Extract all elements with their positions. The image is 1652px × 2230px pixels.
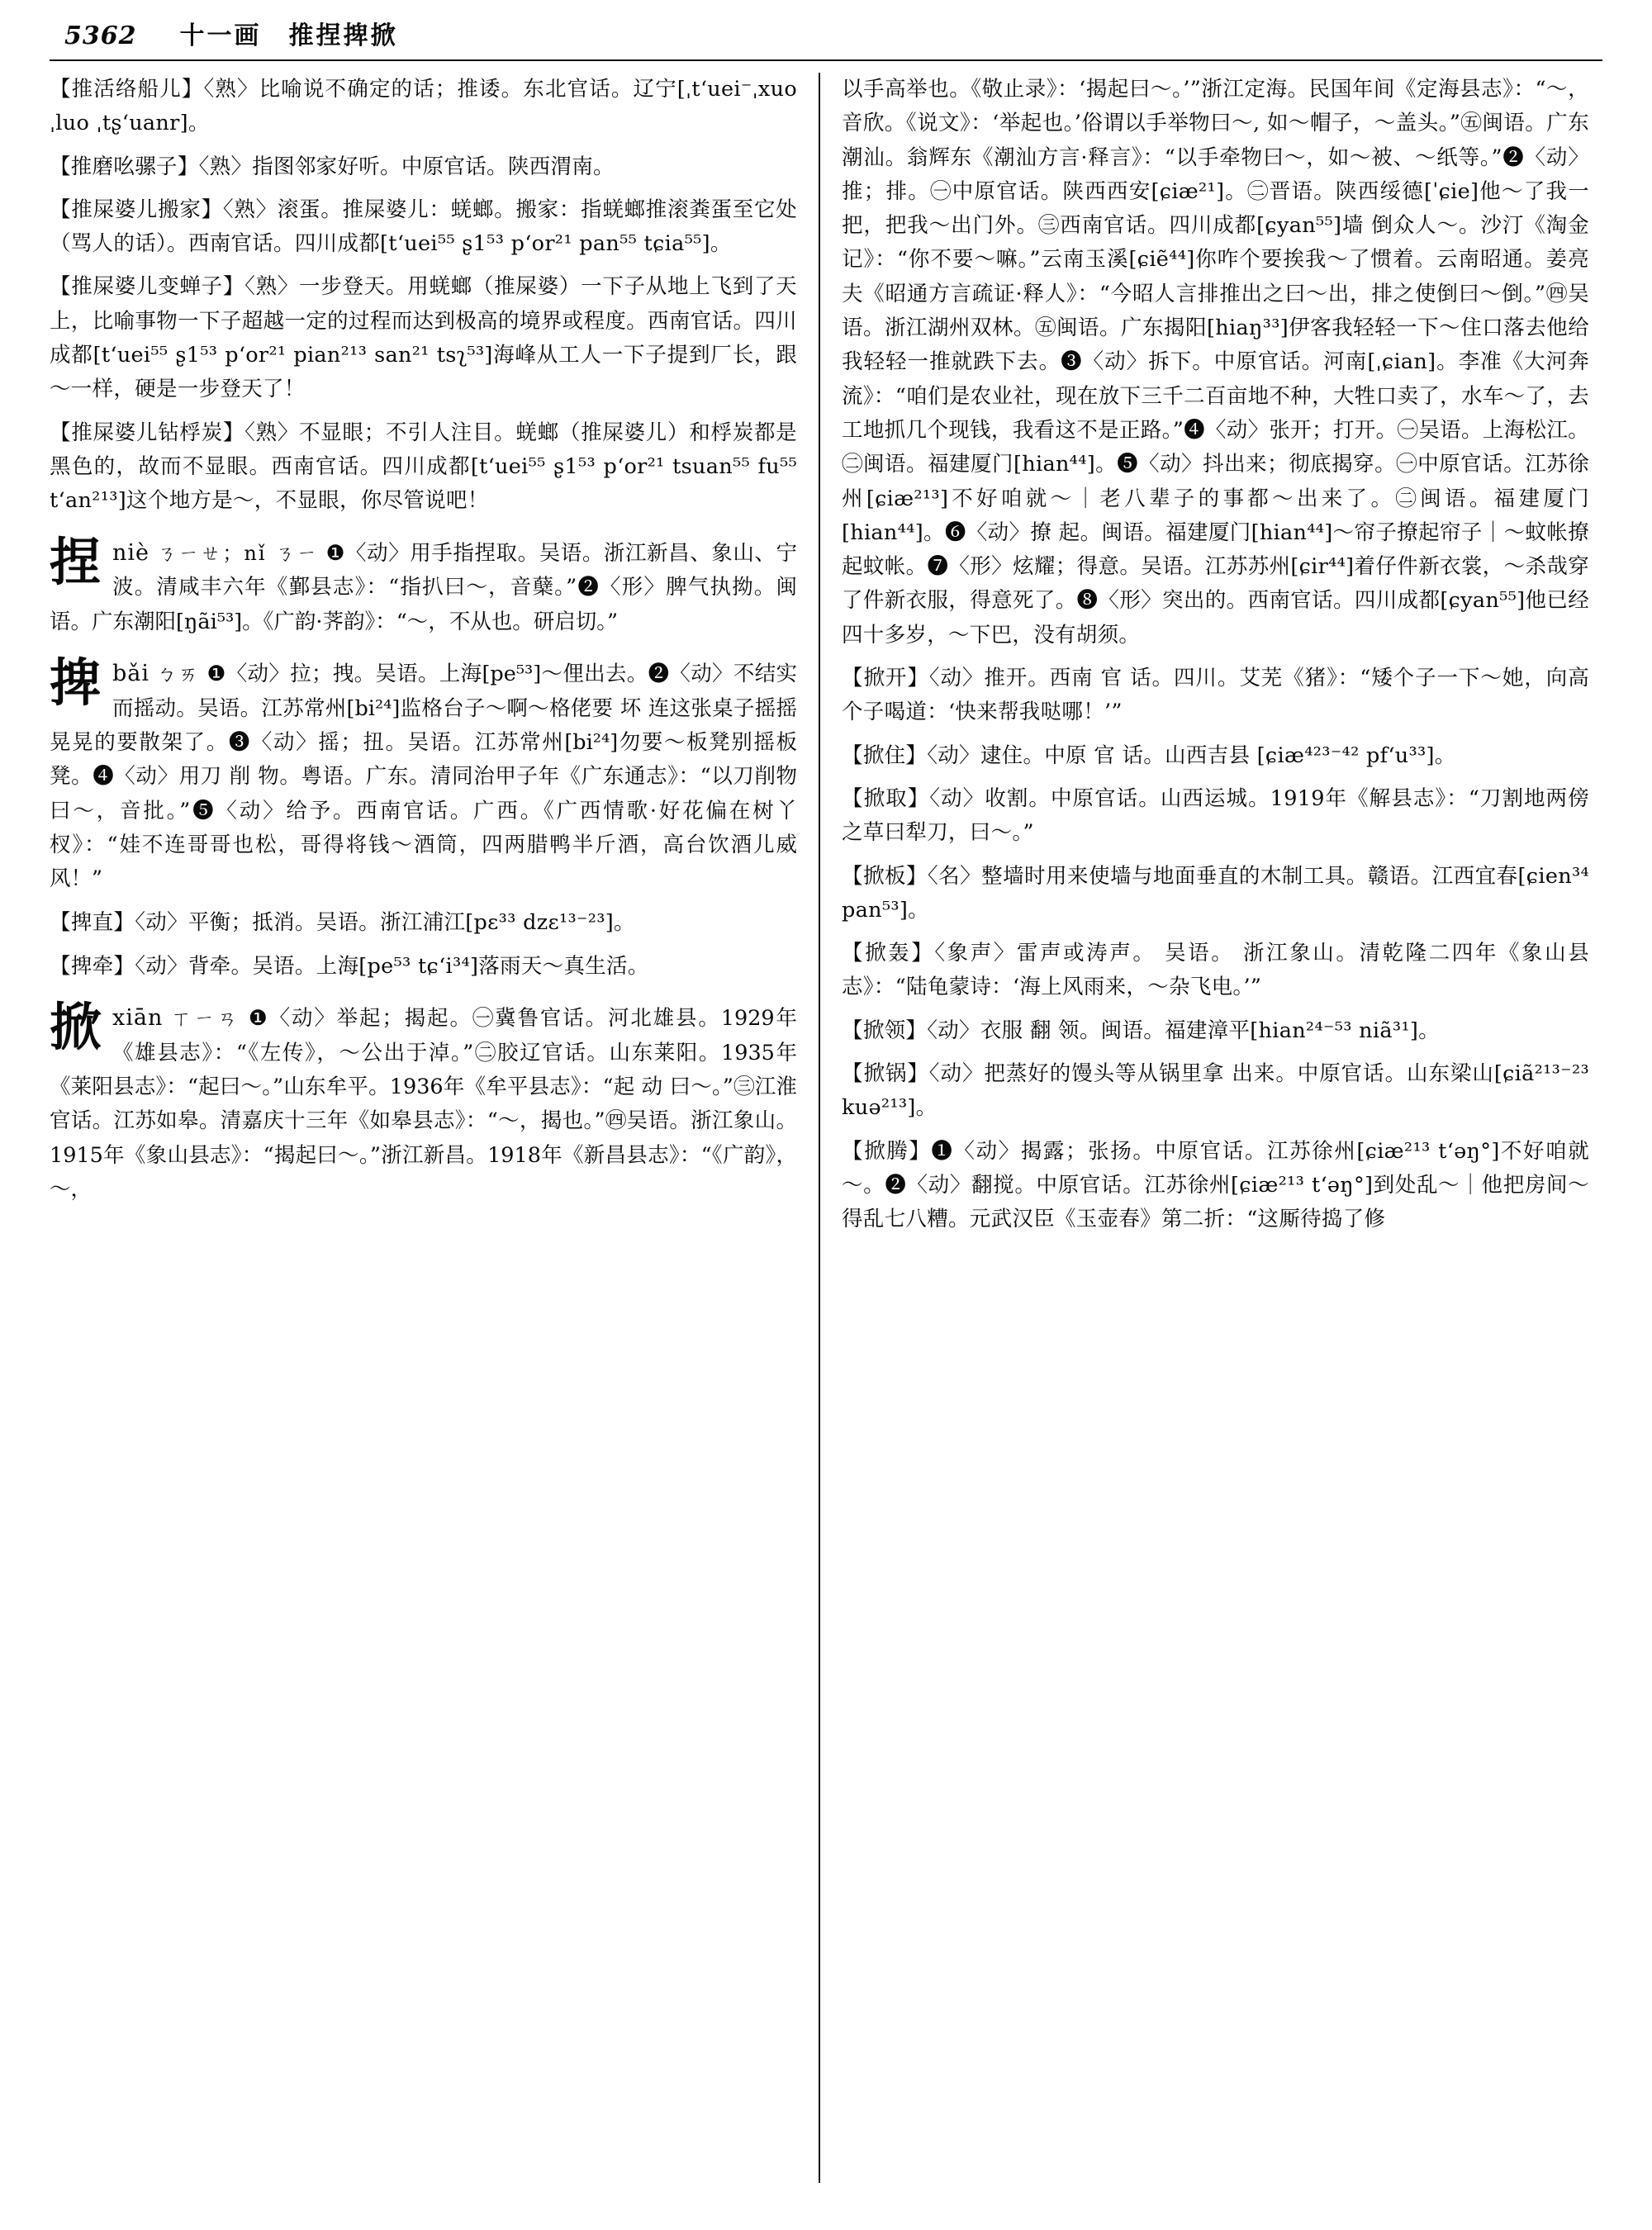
big-entry-bai <box>50 652 798 897</box>
headword-body-nie: ❶〈动〉用手指捏取。吴语。浙江新昌、象山、宁波。清咸丰六年《鄞县志》：“指扒曰～，音蘖。”❷〈形〉脾气执拗。闽语。广东潮阳[ŋãi⁵³]。《广韵·荠韵》：“～，不从也。研启切。” <box>50 540 797 634</box>
headword-zhuyin-xian: ㄒㄧㄢ <box>171 1007 240 1030</box>
headword-char-xian: 掀 <box>50 997 102 1057</box>
column-container <box>50 73 1602 2187</box>
headword-char-bai: 捭 <box>50 652 102 713</box>
headword-body-bai: ❶〈动〉拉；拽。吴语。上海[pe⁵³]～俚出去。❷〈动〉不结实而摇动。吴语。江苏常州[bi²⁴]监格台子～啊～格佬要 坏 连这张桌子摇摇晃晃的要散架了。❸〈动〉摇；扭。吴语。江苏常州[bi²⁴]勿要～板凳别摇板凳。❹〈动〉用刀 削 物。粤语。广东。清同治甲子年《广东通志》：“以刀削物曰～，音批。”❺〈动〉给予。西南官话。广西。《广西情歌·好花偏在树丫杈》：“娃不连哥哥也松，哥得将钱～酒筒，四两腊鸭半斤酒，高台饮酒儿威风！” <box>50 661 798 892</box>
headword-pinyin-xian: xiān <box>112 1005 164 1031</box>
header-rule <box>50 59 1602 61</box>
headword-char-nie: 捏 <box>50 531 102 592</box>
entry-xian-ban: 【掀板】〈名〉整墙时用来使墙与地面垂直的木制工具。赣语。江西宜春[ɕien³⁴ pan⁵³]。 <box>842 863 1589 923</box>
page-header <box>50 15 1602 53</box>
entry-tui-shi-po-er-bian-chan-zi: 【推屎婆儿变蝉子】〈熟〉一步登天。用蜣螂（推屎婆）一下子从地上飞到了天上，比喻事物一下子超越一定的过程而达到极高的境界或程度。西南官话。四川成都[tʻuei⁵⁵ ʂ1⁵³ pʻor²¹ pian²¹³ san²¹ tsʅ⁵³]海峰从工人一下子提到厂长，跟～一样，硬是一步登天了！ <box>50 274 797 402</box>
entry-bai-qian: 【捭牵】〈动〉背牵。吴语。上海[pe⁵³ tɕʻi³⁴]落雨天～真生活。 <box>50 953 649 979</box>
entry-tui-shi-po-er-zuan-hu-tan: 【推屎婆儿钻桴炭】〈熟〉不显眼；不引人注目。蜣螂（推屎婆儿）和桴炭都是黑色的，故而不显眼。西南官话。四川成都[tʻuei⁵⁵ ʂ1⁵³ pʻor²¹ tsuan⁵⁵ fu⁵⁵ tʻan²¹³]这个地方是～，不显眼，你尽管说吧！ <box>50 420 797 514</box>
right-column <box>842 73 1589 2187</box>
entry-xian-guo: 【掀锅】〈动〉把蒸好的馒头等从锅里拿 出来。中原官话。山东梁山[ɕiã²¹³⁻²³ kuə²¹³]。 <box>842 1061 1589 1121</box>
headword-pinyin-nie: niè <box>112 539 150 566</box>
entry-tui-mo-ai-luo-zi: 【推磨吆骡子】〈熟〉指图邻家好听。中原官话。陕西渭南。 <box>50 154 615 179</box>
entry-xian-hong: 【掀轰】〈象声〉雷声或涛声。 吴语。 浙江象山。清乾隆二四年《象山县志》：“陆龟蒙诗：‘海上风雨来，～杂飞电。’” <box>842 941 1589 1000</box>
left-column <box>50 73 819 2187</box>
running-head: 十一画 推捏捭掀 <box>179 21 398 50</box>
headword-zhuyin-bai: ㄅㄞ <box>156 662 201 686</box>
headword-zhuyin-nie: ㄋㄧㄝ；nǐ ㄋㄧ <box>156 541 319 565</box>
entry-xian-teng: 【掀腾】❶〈动〉揭露；张扬。中原官话。江苏徐州[ɕiæ²¹³ tʻəŋ°]不好咱就～。❷〈动〉翻搅。中原官话。江苏徐州[ɕiæ²¹³ tʻəŋ°]到处乱～｜他把房间～得乱七八糟。元武汉臣《玉壶春》第二折：“这厮待捣了修 <box>842 1138 1589 1232</box>
entry-bai-zhi: 【捭直】〈动〉平衡；抵消。吴语。浙江浦江[pɛ³³ dzɛ¹³⁻²³]。 <box>50 910 635 936</box>
column-divider <box>819 73 820 2183</box>
entry-tui-shi-po-er-ban-jia: 【推屎婆儿搬家】〈熟〉滚蛋。推屎婆儿：蜣螂。搬家：指蜣螂推滚粪蛋至它处（骂人的话）。西南官话。四川成都[tʻuei⁵⁵ ʂ1⁵³ pʻor²¹ pan⁵⁵ tɕia⁵⁵]。 <box>50 197 797 257</box>
entry-xian-kai: 【掀开】〈动〉推开。西南 官 话。四川。艾芜《猪》：“矮个子一下～她，向高个子喝道：‘快来帮我哒哪！’” <box>842 666 1589 725</box>
big-entry-nie <box>50 531 797 639</box>
entry-tui-huo-luo-chuan-er: 【推活络船儿】〈熟〉比喻说不确定的话；推诿。东北官话。辽宁[ˌtʻuei⁻ˌxuo ˌluo ˌtʂʻuanr]。 <box>50 77 797 136</box>
headword-pinyin-bai: bǎi <box>112 660 150 686</box>
entry-xian-zhu: 【掀住】〈动〉逮住。中原 官 话。山西吉县 [ɕiæ⁴²³⁻⁴² pfʻu³³]。 <box>842 743 1456 768</box>
entry-xian-qu: 【掀取】〈动〉收割。中原官话。山西运城。1919年《解县志》：“刀割地两傍之草曰犁刀，曰～。” <box>842 785 1589 846</box>
entry-xian-continuation: 以手高举也。《敬止录》：‘揭起曰～。’”浙江定海。民国年间《定海县志》：“～，音欣。《说文》：‘举起也。’俗谓以手举物曰～, 如～帽子，～盖头。”㊄闽语。广东潮汕。翁辉东《潮汕方言·释言》：“以手牵物曰～，如～被、～纸等。”❷〈动〉推；排。㊀中原官话。陕西西安[ɕiæ²¹]。㊁晋语。陕西绥德[ˈɕie]他～了我一把，把我～出门外。㊂西南官话。四川成都[ɕyan⁵⁵]墙 倒众人～。沙汀《淘金记》：“你不要～嘛。”云南玉溪[ɕiẽ⁴⁴]你咋个要挨我～了惯着。云南昭通。姜亮夫《昭通方言疏证·释人》：“今昭人言排推出之曰～出，排之使倒曰～倒。”㊃吴语。浙江湖州双林。㊄闽语。广东揭阳[hiaŋ³³]伊客我轻轻一下～住口落去他给我轻轻一推就跌下去。❸〈动〉拆下。中原官话。河南[ˌɕian]。李准《大河奔流》：“咱们是农业社，现在放下三千二百亩地不种，大牲口卖了，水车～了，去工地抓几个现钱，我看这不是正路。”❹〈动〉张开；打开。㊀吴语。上海松江。㊁闽语。福建厦门[hian⁴⁴]。❺〈动〉抖出来；彻底揭穿。㊀中原官话。江苏徐州[ɕiæ²¹³]不好咱就～｜老八辈子的事都～出来了。㊁闽语。福建厦门 [hian⁴⁴]。❻〈动〉撩 起。闽语。福建厦门[hian⁴⁴]～帘子撩起帘子｜～蚊帐撩起蚊帐。❼〈形〉炫耀；得意。吴语。江苏苏州[ɕir⁴⁴]着仔件新衣裳，～杀哉穿了件新衣服，得意死了。❽〈形〉突出的。西南官话。四川成都[ɕyan⁵⁵]他已经四十多岁，～下巴，没有胡须。 <box>842 77 1589 648</box>
headword-body-xian: ❶〈动〉举起；揭起。㊀冀鲁官话。河北雄县。1929年《雄县志》：“《左传》，～公出于淖。”㊁胶辽官话。山东莱阳。1935年《莱阳县志》：“起曰～。”山东牟平。1936年《牟平县志》：“起 动 曰～。”㊂江淮官话。江苏如皋。清嘉庆十三年《如皋县志》：“～，揭也。”㊃吴语。浙江象山。1915年《象山县志》：“揭起曰～。”浙江新昌。1918年《新昌县志》：“《广韵》，～， <box>50 1006 798 1202</box>
entry-xian-ling: 【掀领】〈动〉衣服 翻 领。闽语。福建漳平[hian²⁴⁻⁵³ niã³¹]。 <box>842 1018 1440 1043</box>
big-entry-xian <box>50 997 798 1207</box>
page-number: 5362 <box>64 21 137 50</box>
